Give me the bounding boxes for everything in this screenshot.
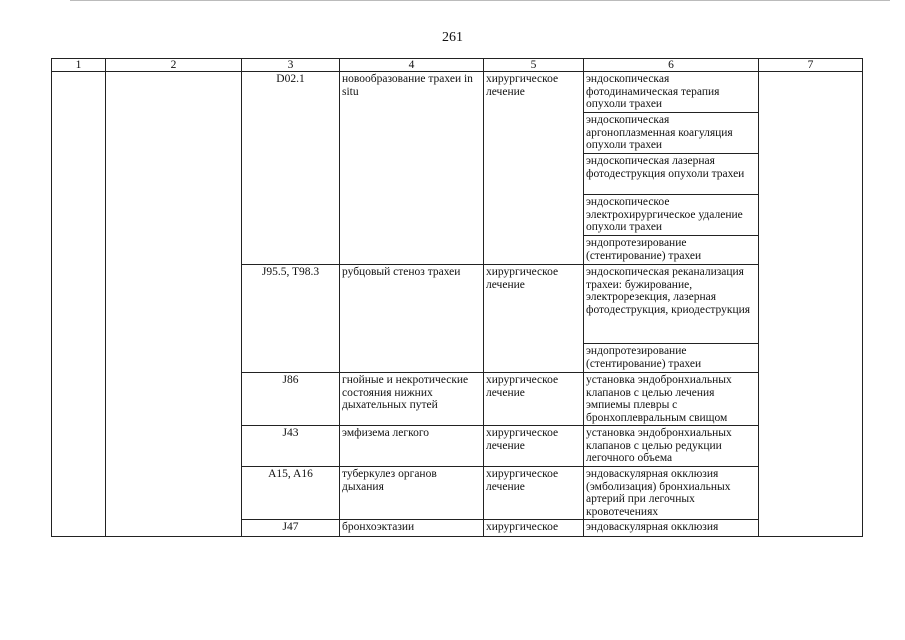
treatment-cell: хирургическое лечение <box>484 265 584 373</box>
method-cell: эндоваскулярная окклюзия (эмболизация) бронхиальных артерий при легочных кровотечениях <box>584 467 759 520</box>
scan-top-line <box>70 0 890 1</box>
diagnosis-code: J47 <box>242 520 340 537</box>
diagnosis-code: A15, A16 <box>242 467 340 520</box>
cell-col-1 <box>52 344 106 373</box>
treatment-cell: хирургическое лечение <box>484 467 584 520</box>
cell-col-1 <box>52 467 106 520</box>
header-col-1: 1 <box>52 59 106 72</box>
method-cell: эндопротезирование (стентирование) трахеи <box>584 236 759 265</box>
cell-col-1 <box>52 520 106 537</box>
condition-cell: эмфизема легкого <box>340 426 484 467</box>
diagnosis-code: J95.5, T98.3 <box>242 265 340 373</box>
treatment-cell: хирургическое <box>484 520 584 537</box>
method-cell: эндоскопическая аргоноплазменная коагуляция опухоли трахеи <box>584 113 759 154</box>
condition-cell: гнойные и некротические состояния нижних дыхательных путей <box>340 373 484 426</box>
method-cell: эндоскопическое электрохирургическое удаление опухоли трахеи <box>584 195 759 236</box>
cell-col-7 <box>759 265 863 344</box>
diagnosis-code: J86 <box>242 373 340 426</box>
table-row <box>52 426 863 467</box>
cell-col-2 <box>106 373 242 426</box>
cell-col-2 <box>106 154 242 195</box>
table-row <box>52 373 863 426</box>
cell-col-7 <box>759 236 863 265</box>
cell-col-1 <box>52 154 106 195</box>
procedures-table <box>51 58 863 537</box>
header-col-2: 2 <box>106 59 242 72</box>
method-cell: эндоскопическая фотодинамическая терапия опухоли трахеи <box>584 72 759 113</box>
cell-col-2 <box>106 520 242 537</box>
cell-col-7 <box>759 373 863 426</box>
header-row <box>52 59 863 72</box>
treatment-cell: хирургическое лечение <box>484 72 584 265</box>
cell-col-7 <box>759 154 863 195</box>
cell-col-1 <box>52 72 106 113</box>
cell-col-1 <box>52 113 106 154</box>
diagnosis-code: D02.1 <box>242 72 340 265</box>
cell-col-7 <box>759 467 863 520</box>
table-row <box>52 467 863 520</box>
header-col-5: 5 <box>484 59 584 72</box>
cell-col-1 <box>52 265 106 344</box>
method-cell: эндоскопическая реканализация трахеи: бужирование, электрорезекция, лазерная фотодеструкция, криодеструкция <box>584 265 759 344</box>
cell-col-2 <box>106 113 242 154</box>
cell-col-1 <box>52 373 106 426</box>
cell-col-7 <box>759 520 863 537</box>
page-number: 261 <box>442 30 463 45</box>
header-col-6: 6 <box>584 59 759 72</box>
table-row <box>52 72 863 113</box>
header-col-4: 4 <box>340 59 484 72</box>
header-col-3: 3 <box>242 59 340 72</box>
method-cell: установка эндобронхиальных клапанов с целью редукции легочного объема <box>584 426 759 467</box>
cell-col-1 <box>52 195 106 236</box>
cell-col-2 <box>106 265 242 344</box>
table-row <box>52 520 863 537</box>
cell-col-2 <box>106 195 242 236</box>
cell-col-1 <box>52 236 106 265</box>
cell-col-2 <box>106 467 242 520</box>
condition-cell: новообразование трахеи in situ <box>340 72 484 265</box>
method-cell: эндоваскулярная окклюзия <box>584 520 759 537</box>
condition-cell: бронхоэктазии <box>340 520 484 537</box>
method-cell: эндоскопическая лазерная фотодеструкция опухоли трахеи <box>584 154 759 195</box>
cell-col-2 <box>106 426 242 467</box>
diagnosis-code: J43 <box>242 426 340 467</box>
condition-cell: туберкулез органов дыхания <box>340 467 484 520</box>
cell-col-7 <box>759 113 863 154</box>
treatment-cell: хирургическое лечение <box>484 373 584 426</box>
cell-col-7 <box>759 426 863 467</box>
table-row <box>52 265 863 344</box>
header-col-7: 7 <box>759 59 863 72</box>
cell-col-2 <box>106 344 242 373</box>
cell-col-2 <box>106 72 242 113</box>
treatment-cell: хирургическое лечение <box>484 426 584 467</box>
cell-col-7 <box>759 195 863 236</box>
cell-col-1 <box>52 426 106 467</box>
cell-col-7 <box>759 344 863 373</box>
cell-col-2 <box>106 236 242 265</box>
method-cell: эндопротезирование (стентирование) трахеи <box>584 344 759 373</box>
method-cell: установка эндобронхиальных клапанов с целью лечения эмпиемы плевры с бронхоплевральным свищом <box>584 373 759 426</box>
condition-cell: рубцовый стеноз трахеи <box>340 265 484 373</box>
cell-col-7 <box>759 72 863 113</box>
